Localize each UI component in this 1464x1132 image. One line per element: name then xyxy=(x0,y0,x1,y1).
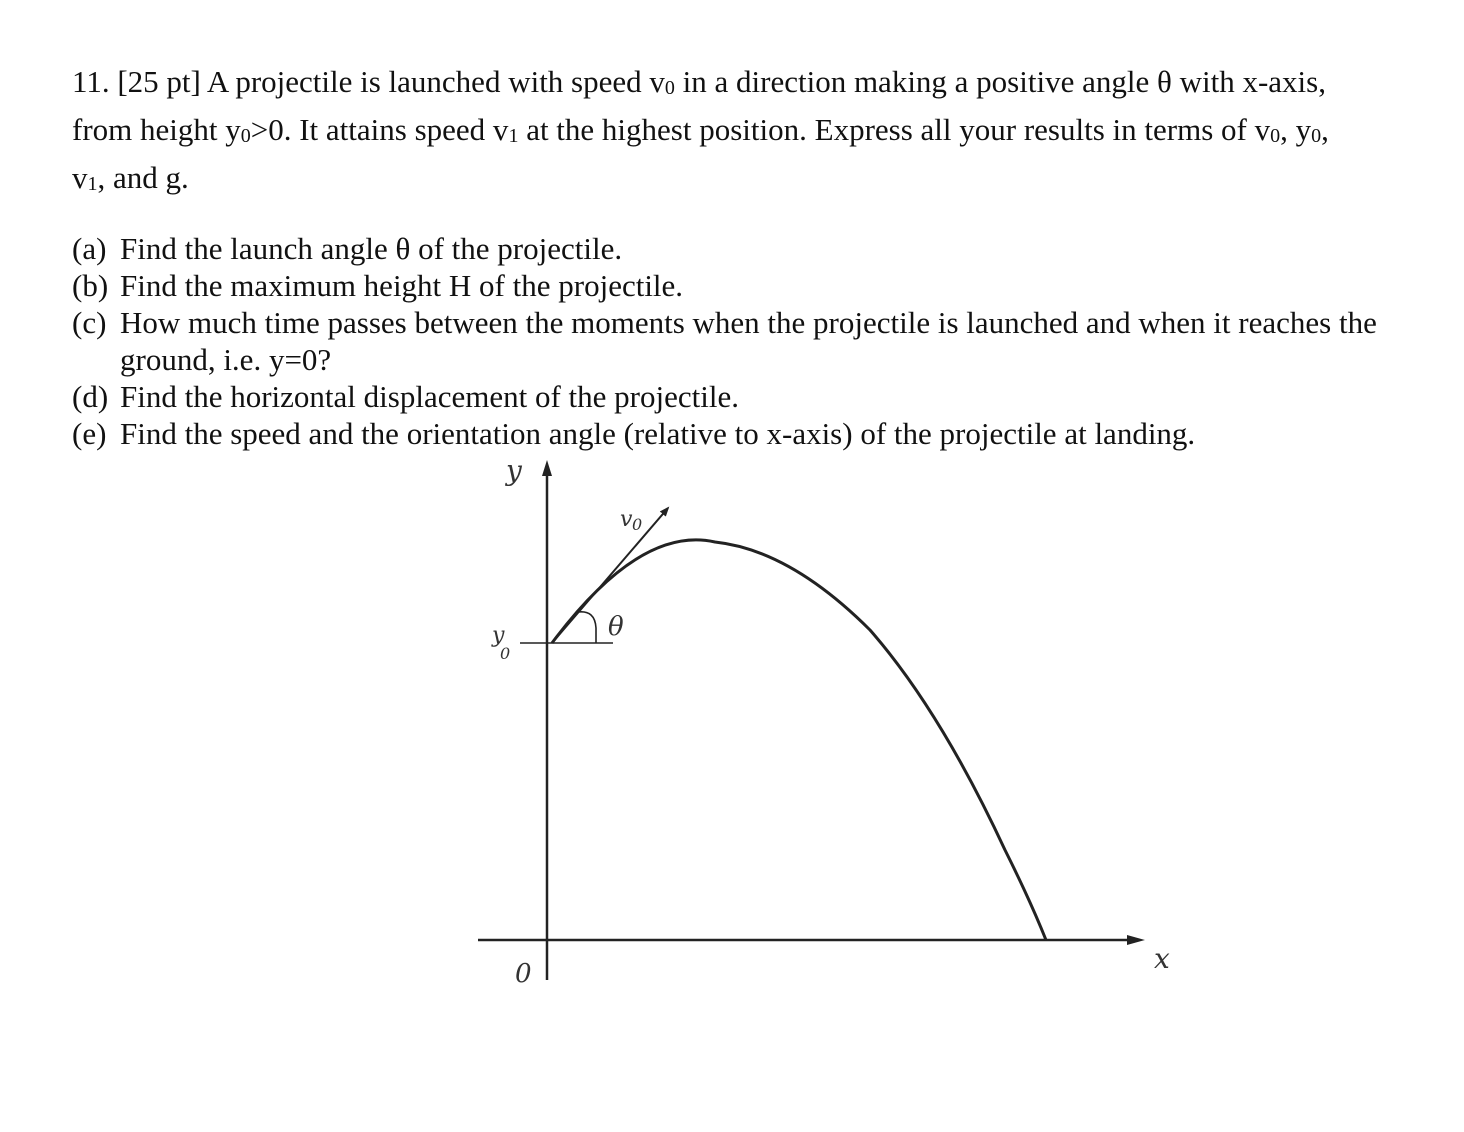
stem-line2-a: from height y xyxy=(72,112,241,147)
part-text: Find the maximum height H of the projectile. xyxy=(120,268,684,303)
stem-subscript: 0 xyxy=(1311,125,1322,147)
part-d xyxy=(72,378,1392,415)
stem-line3-a: v xyxy=(72,160,88,195)
projectile-diagram xyxy=(470,450,1190,1010)
y0-label: y xyxy=(492,623,505,648)
origin-label: 0 xyxy=(515,959,532,989)
stem-line3-b: , and g. xyxy=(97,160,189,195)
part-a xyxy=(72,230,1392,267)
part-label: (a) xyxy=(72,231,107,266)
part-text: How much time passes between the moments when the projectile is launched and when it reaches the ground, i.e. y=0? xyxy=(120,305,1377,377)
x-axis-arrow-icon xyxy=(1127,935,1145,945)
trajectory-curve xyxy=(552,540,1046,940)
stem-line2-e: , xyxy=(1321,112,1329,147)
x-axis-label: x xyxy=(1154,942,1170,975)
problem-stem xyxy=(72,60,1392,204)
part-text: Find the launch angle θ of the projectile. xyxy=(120,231,623,266)
stem-subscript: 0 xyxy=(240,125,251,147)
part-label: (c) xyxy=(72,305,107,340)
stem-subscript: 0 xyxy=(1270,125,1281,147)
diagram-svg xyxy=(470,450,1190,1010)
stem-subscript: 1 xyxy=(87,173,98,195)
v0-subscript: 0 xyxy=(632,515,643,534)
y-axis-arrow-icon xyxy=(542,460,552,476)
part-b xyxy=(72,267,1392,304)
y0-subscript: 0 xyxy=(500,644,511,663)
theta-label: θ xyxy=(608,612,624,642)
stem-line1-rest: in a direction making a positive angle θ with x-axis, xyxy=(674,64,1326,99)
stem-line1: 11. [25 pt] A projectile is launched with speed v xyxy=(72,64,665,99)
part-c xyxy=(72,304,1392,378)
part-label: (d) xyxy=(72,379,109,414)
part-text: Find the horizontal displacement of the projectile. xyxy=(120,379,739,414)
theta-arc xyxy=(578,612,596,643)
stem-subscript: 0 xyxy=(664,77,675,99)
stem-line2-c: at the highest position. Express all your results in terms of v xyxy=(518,112,1271,147)
part-label: (b) xyxy=(72,268,109,303)
part-e xyxy=(72,415,1392,452)
v0-label: v xyxy=(620,507,633,532)
y-axis-label: y xyxy=(506,454,522,487)
part-label: (e) xyxy=(72,416,107,451)
question-parts xyxy=(72,230,1392,452)
stem-line2-d: , y xyxy=(1280,112,1312,147)
stem-line2-b: >0. It attains speed v xyxy=(250,112,509,147)
problem-text xyxy=(72,60,1392,452)
stem-subscript: 1 xyxy=(508,125,519,147)
part-text: Find the speed and the orientation angle (relative to x-axis) of the projectile at landing. xyxy=(120,416,1196,451)
